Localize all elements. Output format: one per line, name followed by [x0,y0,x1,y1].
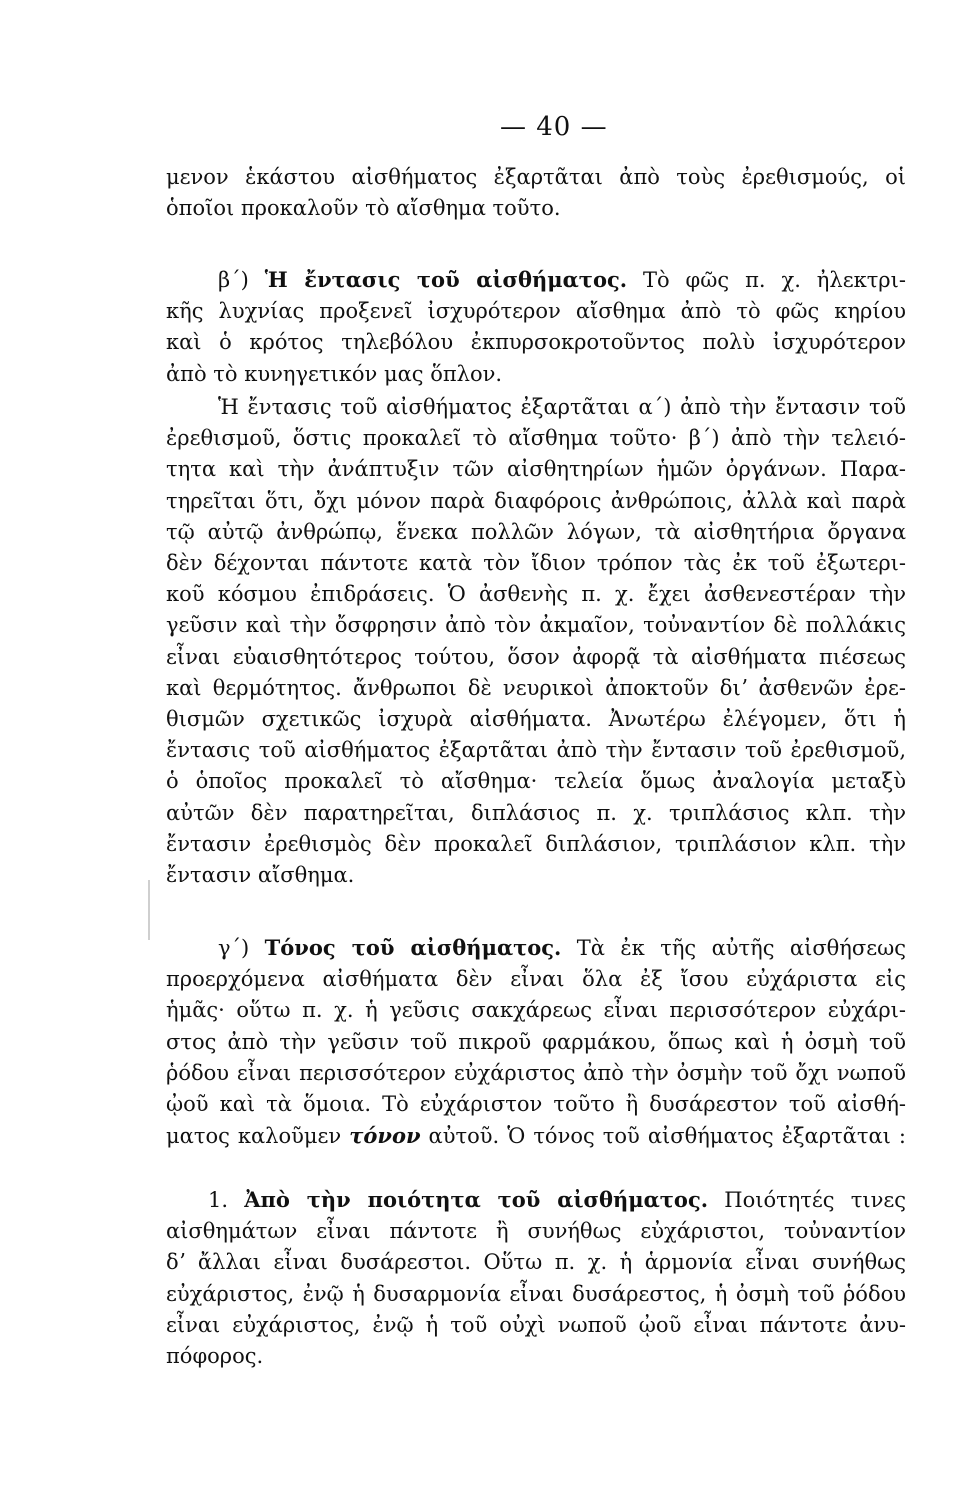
text-line: καὶ θερμότητος. ἄνθρωποι δὲ νευρικοὶ ἀποκτοῦν διʼ ἀσθενῶν ἐρε- [166,675,906,700]
text-line: ἔντασις τοῦ αἰσθήματος ἐξαρτᾶται ἀπὸ τὴν ἔντασιν τοῦ ἐρεθισμοῦ, [166,738,906,763]
section-heading: Τόνος τοῦ αἰσθήματος. [264,935,562,960]
text-line: ὁ ὁποῖος προκαλεῖ τὸ αἴσθημα· τελεία ὅμως ἀναλογία μεταξὺ [166,769,906,794]
text-fragment: ματος καλοῦμεν [166,1124,350,1149]
text-line: Τὰ ἐκ τῆς αὐτῆς αἰσθήσεως [561,936,906,960]
text-line: εὐχάριστος, ἐνῷ ἡ δυσαρμονία εἶναι δυσάρεστος, ἡ ὀσμὴ τοῦ ῥόδου [166,1281,906,1306]
text-line: ῥόδου εἶναι περισσότερον εὐχάριστος ἀπὸ τὴν ὀσμὴν τοῦ ὄχι νωποῦ [166,1060,906,1085]
text-line: ὁποῖοι προκαλοῦν τὸ αἴσθημα τοῦτο. [166,196,561,221]
section-intensity [166,264,906,390]
text-line: ἐρεθισμοῦ, ὅστις προκαλεῖ τὸ αἴσθημα τοῦτο· β΄) ἀπὸ τὴν τελειό- [166,426,906,451]
section-label: γ΄) [218,936,265,960]
text-line: θισμῶν σχετικῶς ἰσχυρὰ αἰσθήματα. Ἀνωτέρω ἐλέγομεν, ὅτι ἡ [166,707,906,732]
section-heading: Ἀπὸ τὴν ποιότητα τοῦ αἰσθήματος. [244,1187,709,1212]
text-line: προερχόμενα αἰσθήματα δὲν εἶναι ὅλα ἐξ ἴσου εὐχάριστα εἰς [166,967,906,992]
text-line: εἶναι εὐαισθητότερος τούτου, ὅσον ἀφορᾷ τὰ αἰσθήματα πιέσεως [166,644,906,669]
text-line: ἀπὸ τὸ κυνηγετικόν μας ὅπλον. [166,361,503,386]
text-line: δʼ ἄλλαι εἶναι δυσάρεστοι. Οὕτω π. χ. ἡ ἁρμονία εἶναι συνήθως [166,1250,906,1275]
text-line: ἔντασιν αἴσθημα. [166,863,355,888]
text-line: μενον ἑκάστου αἰσθήματος ἐξαρτᾶται ἀπὸ τοὺς ἐρεθισμούς, οἱ [166,165,906,189]
paragraph-intensity-dependence [166,392,906,891]
text-line: κοῦ κόσμου ἐπιδράσεις. Ὁ ἀσθενὴς π. χ. ἔχει ἀσθενεστέραν τὴν [166,582,906,607]
text-line: ἡμᾶς· οὕτω π. χ. ἡ γεῦσις σακχάρεως εἶναι περισσότερον εὐχάρι- [166,998,906,1023]
text-line: Τὸ φῶς π. χ. ἠλεκτρι- [627,268,906,292]
section-heading-line [166,264,906,296]
section-label: 1. [208,1188,245,1212]
emphasis-term: τόνον [349,1123,421,1149]
section-quality [166,1184,906,1372]
text-line: ᾠοῦ καὶ τὰ ὅμοια. Τὸ εὐχάριστον τοῦτο ἢ δυσάρεστον τοῦ αἰσθή- [166,1092,906,1117]
text-line: πόφορος. [166,1344,264,1369]
text-line: γεῦσιν καὶ τὴν ὄσφρησιν ἀπὸ τὸν ἀκμαῖον, τοὐναντίον δὲ πολλάκις [166,613,906,638]
text-line: εἶναι εὐχάριστος, ἐνῷ ἡ τοῦ οὐχὶ νωποῦ ᾠοῦ εἶναι πάντοτε ἀνυ- [166,1312,906,1337]
text-line: στος ἀπὸ τὴν γεῦσιν τοῦ πικροῦ φαρμάκου, ὅπως καὶ ἡ ὀσμὴ τοῦ [166,1029,906,1054]
text-line: τητα καὶ τὴν ἀνάπτυξιν τῶν αἰσθητηρίων ἡμῶν ὀργάνων. Παρα- [166,457,906,482]
paragraph-continuation [166,162,906,224]
text-line: αὐτῶν δὲν παρατηρεῖται, διπλάσιος π. χ. τριπλάσιος κλπ. τὴν [166,800,906,825]
section-tone [166,932,906,1152]
section-heading-line [166,932,906,964]
text-line: κῆς λυχνίας προξενεῖ ἰσχυρότερον αἴσθημα ἀπὸ τὸ φῶς κηρίου [166,299,906,324]
page-edge-mark [148,880,150,940]
text-line: τηρεῖται ὅτι, ὄχι μόνον παρὰ διαφόροις ἀνθρώποις, ἀλλὰ καὶ παρὰ [166,488,906,513]
text-line [166,1120,906,1152]
section-label: β΄) [218,268,265,292]
text-line: δὲν δέχονται πάντοτε κατὰ τὸν ἴδιον τρόπον τὰς ἐκ τοῦ ἐξωτερι- [166,551,906,576]
text-line: τῷ αὐτῷ ἀνθρώπῳ, ἕνεκα πολλῶν λόγων, τὰ αἰσθητήρια ὄργανα [166,519,906,544]
text-line: ἔντασιν ἐρεθισμὸς δὲν προκαλεῖ διπλάσιον, τριπλάσιον κλπ. τὴν [166,831,906,856]
text-line: Ἡ ἔντασις τοῦ αἰσθήματος ἐξαρτᾶται α΄) ἀπὸ τὴν ἔντασιν τοῦ [218,395,906,419]
page-number: — 40 — [500,112,608,142]
text-fragment: αὐτοῦ. Ὁ τόνος τοῦ αἰσθήματος ἐξαρτᾶται : [420,1124,906,1149]
section-heading: Ἡ ἔντασις τοῦ αἰσθήματος. [264,267,628,292]
section-heading-line [166,1184,906,1216]
text-line: Ποιότητές τινες [708,1188,907,1212]
text-line: καὶ ὁ κρότος τηλεβόλου ἐκπυρσοκροτοῦντος πολὺ ἰσχυρότερον [166,330,906,355]
text-line: αἰσθημάτων εἶναι πάντοτε ἢ συνήθως εὐχάριστοι, τοὐναντίον [166,1219,906,1244]
